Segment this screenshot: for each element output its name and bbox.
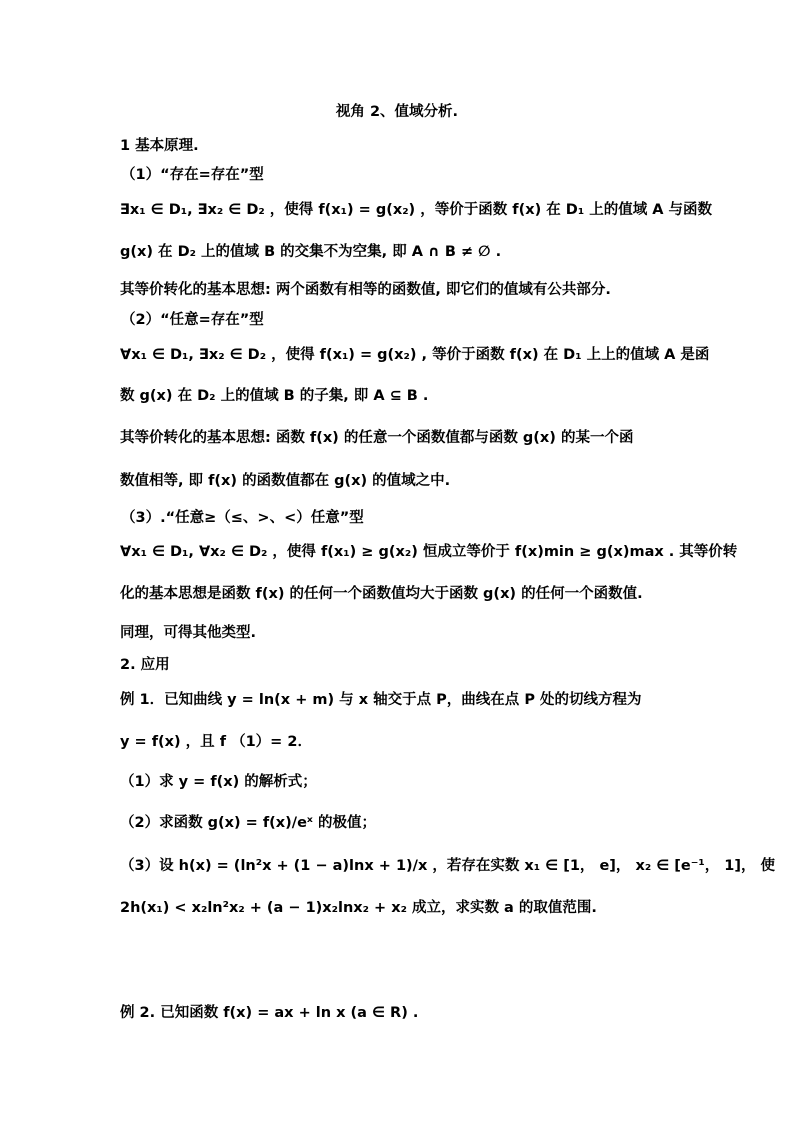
paragraph-line: g(x) 在 D₂ 上的值域 B 的交集不为空集, 即 A ∩ B ≠ ∅ . — [120, 244, 502, 260]
section-heading-application: 2. 应用 — [120, 657, 170, 673]
paragraph-line: 同理，可得其他类型. — [120, 625, 257, 641]
paragraph-line: ∀x₁ ∈ D₁, ∃x₂ ∈ D₂ ，使得 f(x₁) = g(x₂) , 等价于函数 f(x) 在 D₁ 上上的值域 A 是函 — [120, 347, 710, 363]
example-2-statement: 例 2. 已知函数 f(x) = ax + ln x (a ∈ R) . — [120, 1005, 419, 1021]
subheading-any-any: （3）.“任意≥（≤、>、<）任意”型 — [121, 510, 364, 526]
document-title: 视角 2、值域分析. — [335, 104, 459, 120]
paragraph-line: 数值相等, 即 f(x) 的函数值都在 g(x) 的值域之中. — [120, 473, 451, 489]
paragraph-line: 数 g(x) 在 D₂ 上的值域 B 的子集, 即 A ⊆ B . — [120, 388, 429, 404]
paragraph-line: ∀x₁ ∈ D₁, ∀x₂ ∈ D₂ ，使得 f(x₁) ≥ g(x₂) 恒成立等价于 f(x)min ≥ g(x)max . 其等价转 — [120, 544, 738, 560]
subheading-exist-exist: （1）“存在=存在”型 — [121, 167, 264, 183]
example-1-statement-cont: y = f(x) ，且 f （1）= 2． — [120, 734, 312, 750]
example-1-statement: 例 1．已知曲线 y = ln(x + m) 与 x 轴交于点 P，曲线在点 P 处的切线方程为 — [120, 692, 642, 708]
example-1-part-1: （1）求 y = f(x) 的解析式； — [120, 774, 317, 790]
example-1-part-3: （3）设 h(x) = (ln²x + (1 − a)lnx + 1)/x ，若存在实数 x₁ ∈ [1， e]， x₂ ∈ [e⁻¹， 1]， 使 — [120, 858, 776, 874]
paragraph-line: 其等价转化的基本思想: 函数 f(x) 的任意一个函数值都与函数 g(x) 的某一个函 — [120, 430, 634, 446]
paragraph-line: 其等价转化的基本思想: 两个函数有相等的函数值, 即它们的值域有公共部分. — [120, 282, 611, 298]
subheading-any-exist: （2）“任意=存在”型 — [121, 312, 264, 328]
example-1-part-2: （2）求函数 g(x) = f(x)/eˣ 的极值； — [120, 815, 376, 831]
example-1-part-3-cont: 2h(x₁) < x₂ln²x₂ + (a − 1)x₂lnx₂ + x₂ 成立，求实数 a 的取值范围. — [120, 900, 597, 916]
paragraph-line: 化的基本思想是函数 f(x) 的任何一个函数值均大于函数 g(x) 的任何一个函数值. — [120, 586, 643, 602]
paragraph-line: ∃x₁ ∈ D₁, ∃x₂ ∈ D₂ ，使得 f(x₁) = g(x₂) ，等价于函数 f(x) 在 D₁ 上的值域 A 与函数 — [120, 202, 713, 218]
section-heading-principle: 1 基本原理. — [120, 138, 199, 154]
